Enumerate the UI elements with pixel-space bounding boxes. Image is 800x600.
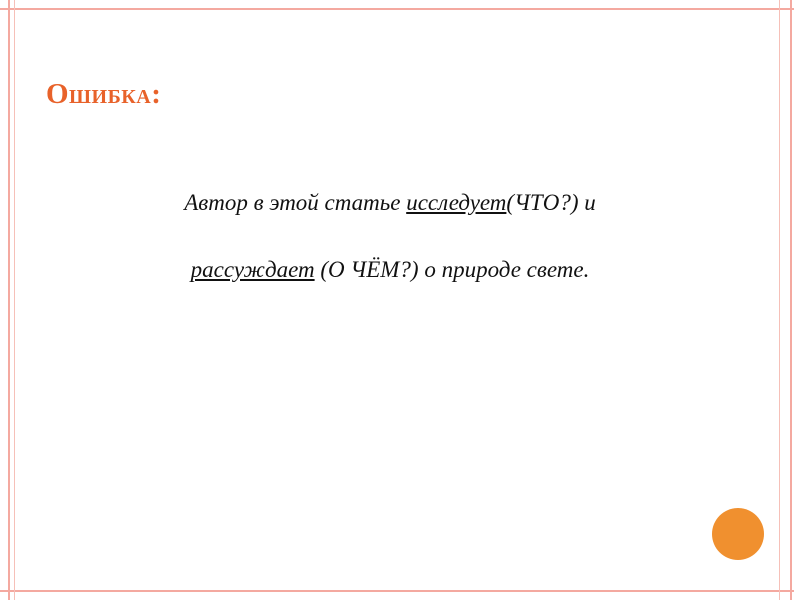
body-line-1-part-1: Автор в этой статье: [184, 190, 407, 215]
body-line-1-underlined-verb: исследует: [406, 190, 507, 215]
decorative-circle: [712, 508, 764, 560]
frame-left-inner-line: [14, 0, 15, 600]
body-line-1-part-3: (ЧТО?) и: [506, 190, 596, 215]
page-title: Ошибка:: [46, 78, 162, 110]
frame-bottom-line: [0, 590, 800, 592]
body-line-2-underlined-verb: рассуждает: [190, 256, 315, 282]
body-line-2-part-2: (О ЧЁМ?) о природе свете.: [314, 256, 590, 282]
body-text: [60, 170, 720, 303]
frame-left-outer-line: [8, 0, 10, 600]
frame-right-band: [794, 0, 800, 600]
body-line-2: [60, 237, 720, 304]
frame-right-outer-line: [790, 0, 792, 600]
frame-top-line: [0, 8, 800, 10]
body-line-1: [60, 170, 720, 237]
frame-right-inner-line: [779, 0, 780, 600]
